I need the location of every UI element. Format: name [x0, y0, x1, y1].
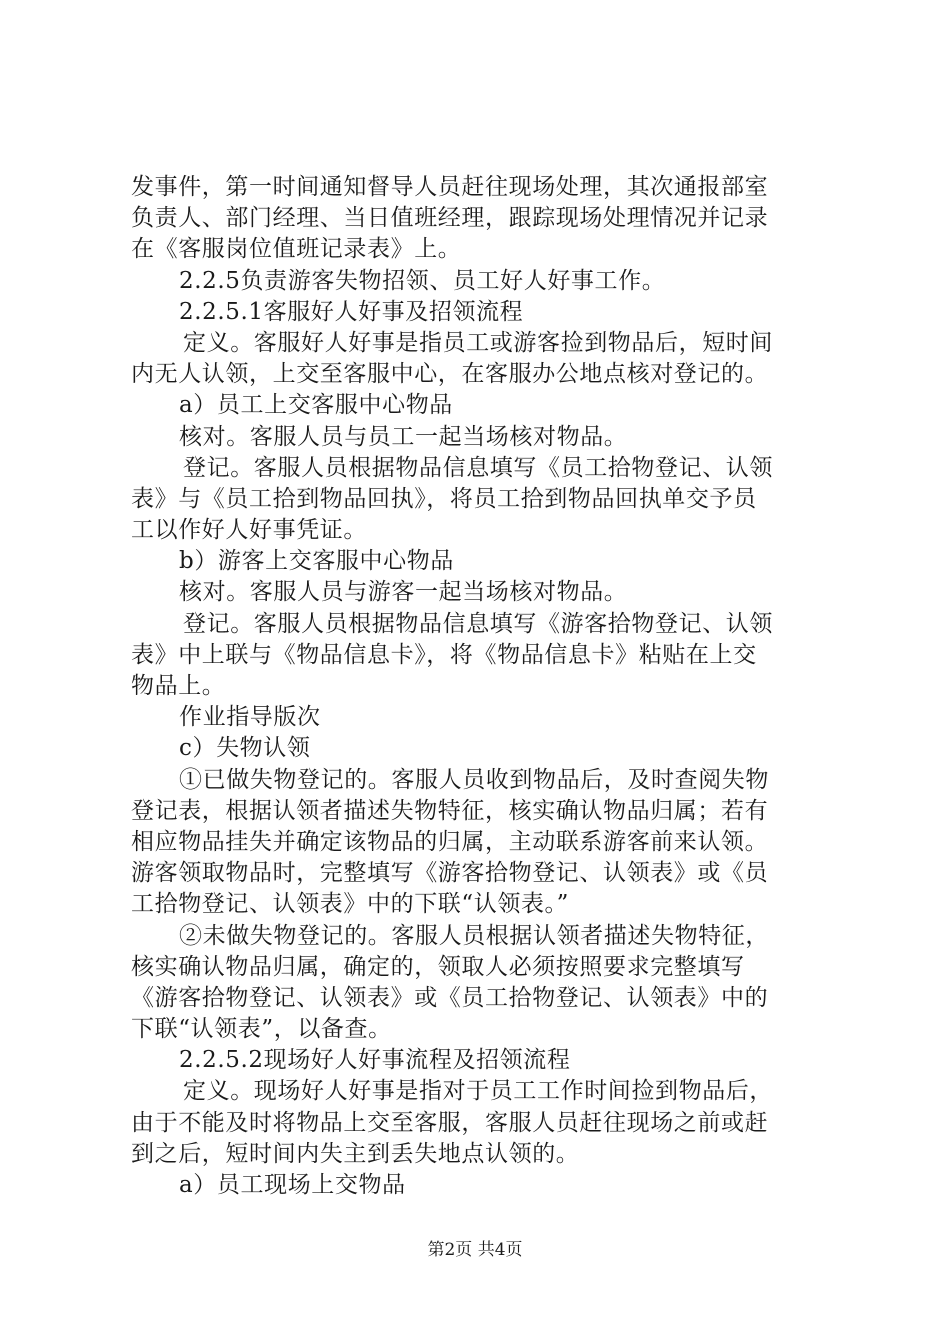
text-line: 定义。现场好人好事是指对于员工工作时间捡到物品后， — [183, 1078, 773, 1105]
text-line: 核对。客服人员与员工一起当场核对物品。 — [179, 423, 628, 450]
text-line: 内无人认领，上交至客服中心，在客服办公地点核对登记的。 — [131, 361, 769, 388]
page-footer — [0, 1238, 950, 1262]
text-line: 发事件，第一时间通知督导人员赶往现场处理，其次通报部室 — [131, 174, 769, 200]
text-line: 游客领取物品时，完整填写《游客拾物登记、认领表》或《员 — [131, 860, 769, 887]
section-heading: 2.2.5.1客服好人好事及招领流程 — [179, 298, 524, 325]
text-line: 负责人、部门经理、当日值班经理，跟踪现场处理情况并记录 — [131, 205, 769, 232]
text-line: ①已做失物登记的。客服人员收到物品后，及时查阅失物 — [179, 766, 769, 793]
document-body — [131, 172, 831, 1201]
list-item-heading: c）失物认领 — [179, 735, 311, 762]
text-line: 到之后，短时间内失主到丢失地点认领的。 — [131, 1140, 580, 1167]
text-line: 相应物品挂失并确定该物品的归属，主动联系游客前来认领。 — [131, 828, 769, 855]
text-line: 由于不能及时将物品上交至客服，客服人员赶往现场之前或赶 — [131, 1109, 769, 1136]
text-line: 在《客服岗位值班记录表》上。 — [131, 236, 462, 263]
text-line: 定义。客服好人好事是指员工或游客捡到物品后，短时间 — [183, 329, 773, 356]
text-line: 表》与《员工拾到物品回执》，将员工拾到物品回执单交予员 — [131, 485, 757, 512]
text-line: 下联“认领表”，以备查。 — [131, 1016, 392, 1043]
text-line: 工拾物登记、认领表》中的下联“认领表。” — [131, 891, 570, 918]
text-line: 表》中上联与《物品信息卡》，将《物品信息卡》粘贴在上交 — [131, 641, 757, 668]
text-line: 作业指导版次 — [179, 704, 321, 731]
text-line: 登记表，根据认领者描述失物特征，核实确认物品归属；若有 — [131, 797, 769, 824]
page-number-label: 第2页 共4页 — [427, 1240, 523, 1260]
list-item-heading: a）员工现场上交物品 — [179, 1172, 406, 1198]
text-line: 登记。客服人员根据物品信息填写《游客拾物登记、认领 — [183, 610, 773, 637]
text-line: 《游客拾物登记、认领表》或《员工拾物登记、认领表》中的 — [131, 984, 769, 1011]
text-line: 登记。客服人员根据物品信息填写《员工拾物登记、认领 — [183, 454, 773, 481]
text-line: ②未做失物登记的。客服人员根据认领者描述失物特征， — [179, 922, 769, 949]
section-heading: 2.2.5.2现场好人好事流程及招领流程 — [179, 1047, 571, 1074]
text-line: 工以作好人好事凭证。 — [131, 517, 367, 544]
text-line: 核实确认物品归属，确定的，领取人必须按照要求完整填写 — [131, 953, 745, 980]
text-line: 核对。客服人员与游客一起当场核对物品。 — [179, 579, 628, 606]
text-line: 物品上。 — [131, 673, 226, 699]
list-item-heading: b）游客上交客服中心物品 — [179, 548, 454, 575]
section-heading: 2.2.5负责游客失物招领、员工好人好事工作。 — [179, 267, 666, 294]
list-item-heading: a）员工上交客服中心物品 — [179, 392, 453, 419]
